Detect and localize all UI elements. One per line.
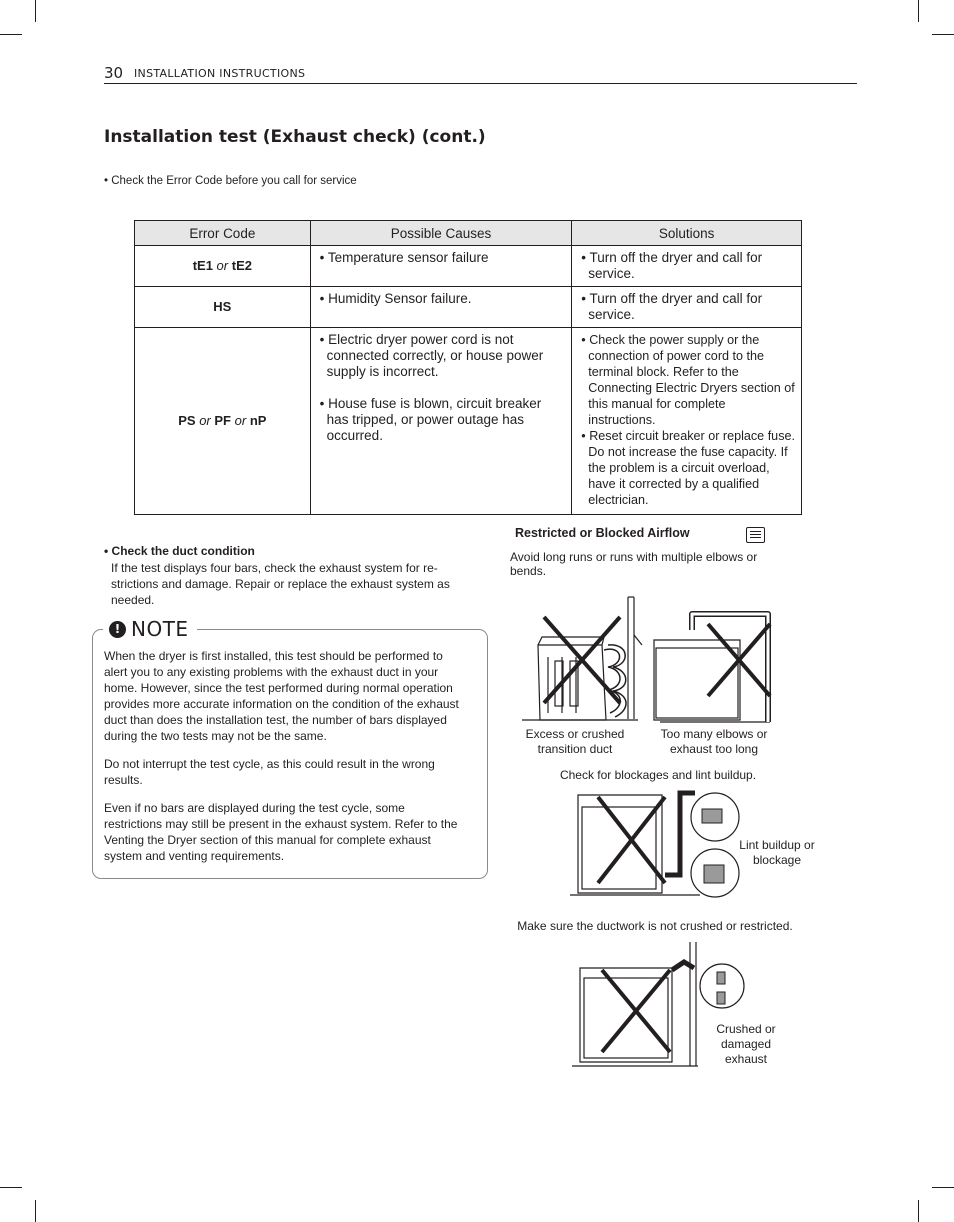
code-or: or [199, 413, 211, 428]
crop-mark [35, 0, 36, 22]
page-title: Installation test (Exhaust check) (cont.) [104, 127, 486, 147]
excess-duct-illustration [520, 595, 645, 730]
cause-text: • House fuse is blown, circuit breaker has tripped, or power outage has occurred. [319, 396, 542, 443]
cause-cell [310, 328, 572, 515]
code-pf: PF [214, 413, 231, 428]
cause-cell [310, 246, 572, 287]
duct-condition-body: If the test displays four bars, check the exhaust system for re-strictions and damage. Repair or replace the exhaust system as needed. [111, 561, 450, 607]
crop-mark [918, 1200, 919, 1222]
table-row [135, 287, 802, 328]
page-number: 30 [104, 64, 124, 82]
manual-icon [746, 527, 765, 543]
elbows-illustration [650, 600, 780, 730]
table-row [135, 246, 802, 287]
note-paragraph: Do not interrupt the test cycle, as this could result in the wrong results. [104, 757, 435, 787]
solution-text: • Turn off the dryer and call for service. [581, 291, 763, 322]
crop-mark [0, 1187, 22, 1188]
error-code-cell [135, 287, 311, 328]
note-paragraph: Even if no bars are displayed during the test cycle, some restrictions may still be present in the exhaust system. Refer to the Venting the Dryer section of this manual for complete exhaust system and venting requirements. [104, 801, 458, 863]
code-te1: tE1 [192, 258, 213, 273]
code-np: nP [249, 413, 267, 428]
code-or: or [216, 258, 229, 273]
cause-text: • Temperature sensor failure [319, 250, 489, 265]
caption-excess-duct: Excess or crushed transition duct [525, 727, 625, 756]
caption-lint-buildup: Lint buildup or blockage [739, 838, 815, 867]
cause-text: • Humidity Sensor failure. [319, 291, 472, 306]
check-blockages-text: Check for blockages and lint buildup. [559, 768, 757, 782]
crop-mark [0, 34, 22, 35]
table-row [135, 328, 802, 515]
header-error-code: Error Code [135, 221, 311, 246]
note-text [104, 648, 464, 876]
warning-icon: ! [109, 621, 126, 638]
error-code-cell [135, 328, 311, 515]
crop-mark [35, 1200, 36, 1222]
error-code-cell [135, 246, 311, 287]
solution-text: • Check the power supply or the connection of power cord to the terminal block. Refer to the Connecting Electric Dryers section of this manual for complete instructions. [581, 333, 795, 427]
solution-text: • Reset circuit breaker or replace fuse. Do not increase the fuse capacity. If the problem is a circuit overload, have it corrected by a qualified electrician. [581, 429, 795, 507]
code-te2: tE2 [231, 258, 252, 273]
crop-mark [932, 34, 954, 35]
error-code-table [134, 220, 802, 515]
section-label: INSTALLATION INSTRUCTIONS [134, 67, 306, 80]
note-label: NOTE [131, 617, 189, 641]
intro-bullet: • Check the Error Code before you call for service [104, 175, 357, 187]
header-possible-causes: Possible Causes [310, 221, 572, 246]
header-rule [104, 83, 857, 84]
solution-cell [572, 246, 802, 287]
lint-buildup-illustration [570, 785, 745, 900]
crop-mark [918, 0, 919, 22]
crop-mark [932, 1187, 954, 1188]
duct-condition-title: • Check the duct condition [104, 544, 255, 558]
code-hs: HS [213, 299, 232, 314]
solution-cell [572, 328, 802, 515]
caption-too-many-elbows: Too many elbows or exhaust too long [660, 727, 768, 756]
note-paragraph: When the dryer is first installed, this test should be performed to alert you to any existing problems with the exhaust duct in your home. However, since the test performed during normal operation provides more accurate information on the condition of the exhaust duct than does the installation test, the number of bars displayed during the two tests may not be the same. [104, 649, 459, 743]
cause-text: • Electric dryer power cord is not connected correctly, or house power supply is incorrect. [319, 332, 544, 379]
code-or: or [234, 413, 247, 428]
solution-cell [572, 287, 802, 328]
header-solutions: Solutions [572, 221, 802, 246]
caption-crushed-exhaust: Crushed or damaged exhaust [716, 1022, 776, 1066]
airflow-title: Restricted or Blocked Airflow [515, 526, 690, 540]
airflow-description: Avoid long runs or runs with multiple elbows or bends. [510, 550, 758, 578]
make-sure-text: Make sure the ductwork is not crushed or restricted. [517, 919, 793, 933]
solution-text: • Turn off the dryer and call for service. [581, 250, 763, 281]
code-ps: PS [178, 413, 196, 428]
note-heading [103, 617, 197, 641]
table-header-row [135, 221, 802, 246]
cause-cell [310, 287, 572, 328]
